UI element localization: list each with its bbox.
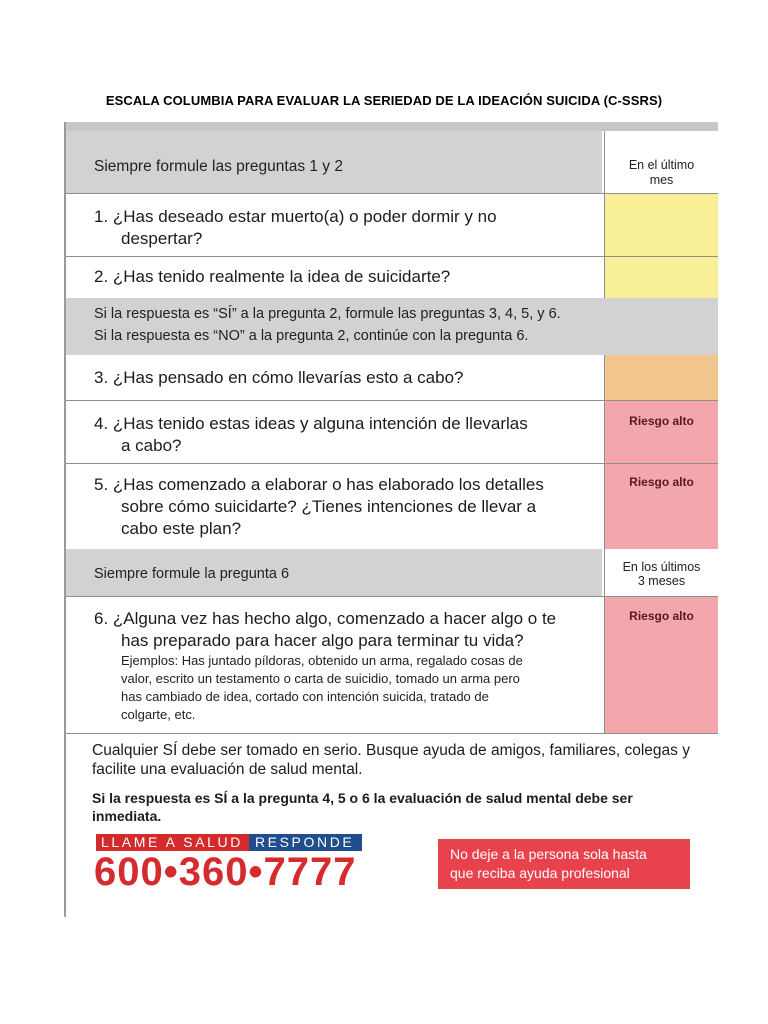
question-3-row [66,355,718,400]
question-3: 3. ¿Has pensado en cómo llevarías esto a cabo? [94,368,464,387]
question-4-answer-cell [604,401,718,463]
alert-line2: que reciba ayuda profesional [450,865,630,881]
section2-period-cell [604,549,718,596]
instructions [94,303,561,347]
question-1-answer-cell [604,194,718,256]
question-6-answer-cell [604,597,718,733]
section1-period-line1: En el último [628,158,695,172]
section2-header-row [66,549,718,596]
risk-badge-q4: Riesgo alto [629,414,694,428]
question-1-cell [66,194,602,256]
question-6 [94,608,556,724]
section1-header-row [66,131,718,193]
section1-header-cell [66,131,602,193]
section1-period-line2: mes [649,173,674,187]
question-6-line1: 6. ¿Alguna vez has hecho algo, comenzado a hacer algo o te [94,609,557,628]
instruction-line2: Si la respuesta es “NO” a la pregunta 2, continúe con la pregunta 6. [94,328,529,344]
phone-number: 600•360•7777 [94,850,357,894]
question-6-line2: has preparado para hacer algo para terminar tu vida? [121,631,524,650]
question-5-line2: sobre cómo suicidarte? ¿Tienes intenciones de llevar a [121,497,537,516]
risk-badge-q5: Riesgo alto [629,475,694,489]
question-4-row [66,401,718,463]
c-ssrs-card [64,122,718,917]
call-banner-part1: LLAME A SALUD [96,834,249,851]
question-5-line1: 5. ¿Has comenzado a elaborar o has elaborado los detalles [94,475,544,494]
section2-period-line2: 3 meses [637,574,686,588]
question-4-line2: a cabo? [121,436,182,455]
instruction-line1: Si la respuesta es “SÍ” a la pregunta 2, formule las preguntas 3, 4, 5, y 6. [94,306,561,322]
question-5-answer-cell [604,464,718,549]
question-1 [94,206,497,250]
question-2: 2. ¿Has tenido realmente la idea de suicidarte? [94,267,451,286]
question-5-cell [66,464,602,549]
question-6-row [66,597,718,733]
instructions-row [66,298,718,355]
top-strip [64,122,718,131]
question-2-row [66,257,718,298]
question-1-line1: 1. ¿Has deseado estar muerto(a) o poder dormir y no [94,207,497,226]
question-6-example-line3: has cambiado de idea, cortado con intención suicida, tratado de [121,689,489,704]
section1-period-cell [604,131,718,193]
question-5-row [66,464,718,549]
question-6-example-line1: Ejemplos: Has juntado píldoras, obtenido un arma, regalado cosas de [121,653,523,668]
question-6-cell [66,597,602,733]
question-6-example-line4: colgarte, etc. [121,707,196,722]
question-4 [94,413,528,457]
question-2-answer-cell [604,257,718,298]
call-banner [96,834,362,851]
call-banner-part2: RESPONDE [249,834,362,851]
question-6-example-line2: valor, escrito un testamento o carta de suicidio, tomado un arma pero [121,671,520,686]
divider [66,733,718,734]
question-1-row [66,194,718,256]
question-4-line1: 4. ¿Has tenido estas ideas y alguna intención de llevarlas [94,414,528,433]
footer-message: Cualquier SÍ debe ser tomado en serio. Busque ayuda de amigos, familiares, colegas y facilite una evaluación de salud mental. [92,742,690,778]
section2-period-line1: En los últimos [622,560,701,574]
question-4-cell [66,401,602,463]
question-3-cell [66,355,602,400]
question-2-cell [66,257,602,298]
section2-header: Siempre formule la pregunta 6 [94,566,290,582]
alert-box [438,839,690,889]
footer-urgent-note: Si la respuesta es SÍ a la pregunta 4, 5 o 6 la evaluación de salud mental debe ser inmediata. [92,790,633,824]
section2-header-cell [66,549,602,596]
alert-line1: No deje a la persona sola hasta [450,846,647,862]
question-5-line3: cabo este plan? [121,519,242,538]
risk-badge-q6: Riesgo alto [629,609,694,623]
question-3-answer-cell [604,355,718,400]
section1-header: Siempre formule las preguntas 1 y 2 [94,158,343,175]
question-1-line2: despertar? [121,229,203,248]
question-5 [94,474,544,540]
document-title: ESCALA COLUMBIA PARA EVALUAR LA SERIEDAD DE LA IDEACIÓN SUICIDA (C-SSRS) [105,93,663,108]
